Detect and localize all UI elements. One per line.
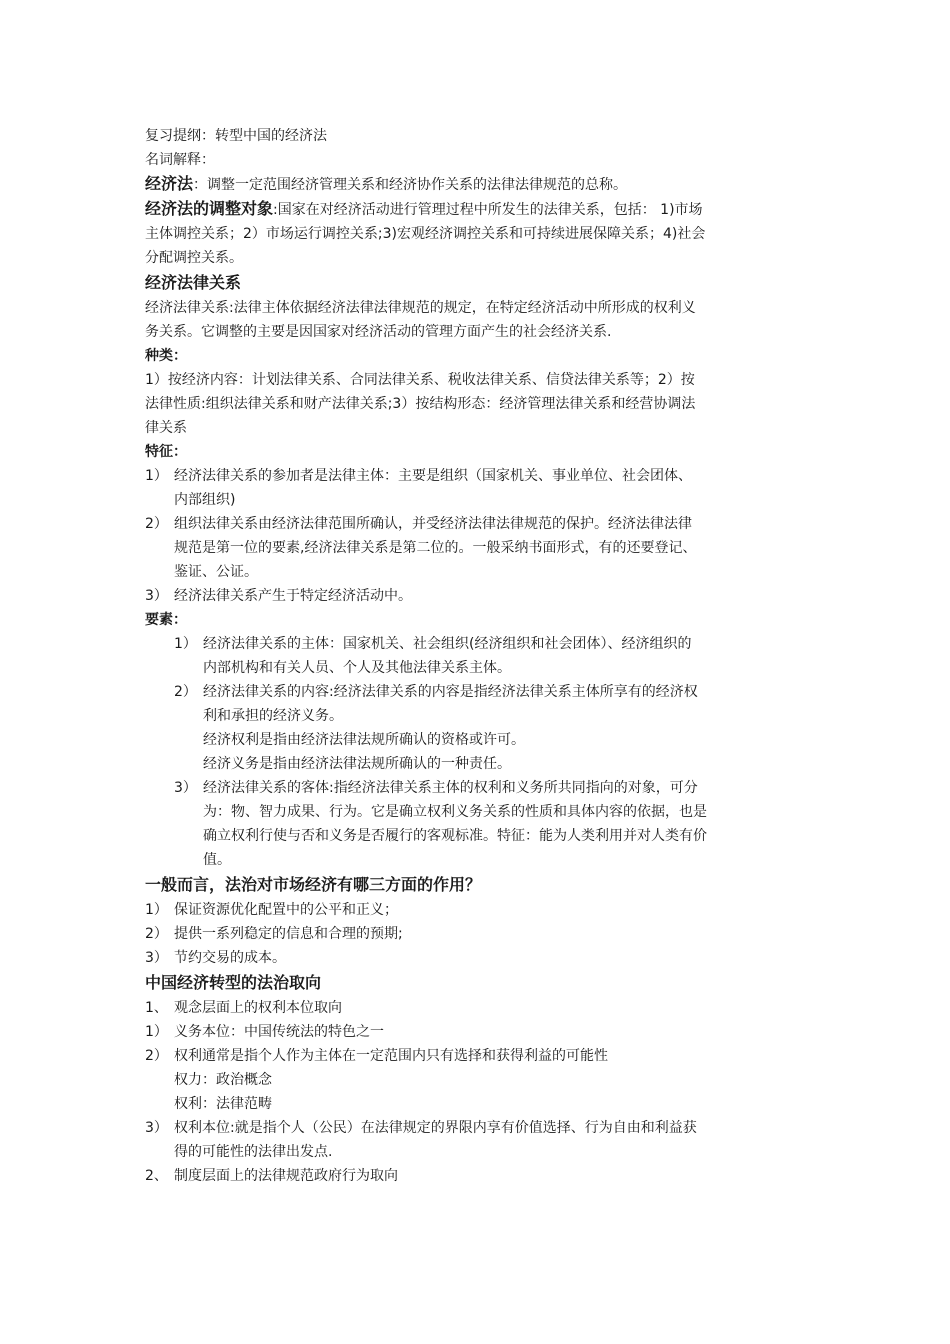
term-text: 分配调控关系。 (145, 250, 243, 266)
list-item (145, 584, 810, 608)
term-text: :国家在对经济活动进行管理过程中所发生的法律关系，包括： 1)市场 (273, 202, 703, 218)
list-text: 为：物、智力成果、行为。它是确立权利义务关系的性质和具体内容的依据，也是 (203, 804, 707, 820)
paragraph: 法律性质:组织法律关系和财产法律关系;3）按结构形态：经济管理法律关系和经营协调法 (145, 396, 696, 412)
list-number: 1） (145, 902, 168, 918)
document-title: 复习提纲：转型中国的经济法 (145, 128, 327, 144)
list-text: 制度层面上的法律规范政府行为取向 (174, 1168, 398, 1184)
section-heading: 中国经济转型的法治取向 (145, 973, 322, 992)
list-number: 3） (174, 780, 197, 796)
terms-heading: 名词解释： (145, 152, 215, 168)
list-number: 2） (145, 926, 168, 942)
list-text: 权利本位:就是指个人（公民）在法律规定的界限内享有价值选择、行为自由和利益获 (174, 1120, 697, 1136)
list-item (145, 632, 810, 680)
list-item (145, 464, 810, 512)
term-label: 经济法 (145, 174, 194, 193)
list-text: 经济权利是指由经济法律法规所确认的资格或许可。 (203, 732, 525, 748)
types-label: 种类： (145, 348, 187, 364)
term-text: ：调整一定范围经济管理关系和经济协作关系的法律法律规范的总称。 (193, 177, 628, 193)
list-text: 内部机构和有关人员、个人及其他法律关系主体。 (203, 660, 511, 676)
list-item (145, 512, 810, 584)
list-text: 义务本位：中国传统法的特色之一 (174, 1024, 384, 1040)
paragraph: 律关系 (145, 420, 187, 436)
list-item (145, 1044, 810, 1116)
list-text: 权利通常是指个人作为主体在一定范围内只有选择和获得利益的可能性 (174, 1048, 608, 1064)
list-item (145, 922, 810, 946)
list-text: 鉴证、公证。 (174, 564, 258, 580)
list-number: 3） (145, 1120, 168, 1136)
section-heading: 一般而言，法治对市场经济有哪三方面的作用？ (145, 875, 482, 894)
section-heading: 经济法律关系 (145, 273, 242, 292)
list-text: 提供一系列稳定的信息和合理的预期; (174, 926, 403, 942)
list-number: 2） (145, 516, 168, 532)
paragraph: 1）按经济内容：计划法律关系、合同法律关系、税收法律关系、信贷法律关系等；2）按 (145, 372, 695, 388)
list-text: 权利：法律范畴 (174, 1096, 272, 1112)
list-number: 2） (145, 1048, 168, 1064)
list-number: 3） (145, 588, 168, 604)
list-text: 得的可能性的法律出发点. (174, 1144, 333, 1160)
list-text: 确立权利行使与否和义务是否履行的客观标准。特征：能为人类利用并对人类有价 (203, 828, 707, 844)
list-number: 2、 (145, 1168, 168, 1184)
paragraph: 务关系。它调整的主要是因国家对经济活动的管理方面产生的社会经济关系. (145, 324, 612, 340)
list-number: 1） (145, 1024, 168, 1040)
list-number: 1） (174, 636, 197, 652)
list-item (145, 680, 810, 776)
document-page (145, 124, 810, 1188)
list-number: 3） (145, 950, 168, 966)
list-text: 经济法律关系的主体：国家机关、社会组织(经济组织和社会团体）、经济组织的 (203, 636, 692, 652)
list-item (145, 1164, 810, 1188)
list-text: 经济法律关系的内容:经济法律关系的内容是指经济法律关系主体所享有的经济权 (203, 684, 698, 700)
list-item (145, 946, 810, 970)
list-item (145, 1020, 810, 1044)
list-text: 内部组织) (174, 492, 236, 508)
list-text: 观念层面上的权利本位取向 (174, 1000, 342, 1016)
list-number: 1） (145, 468, 168, 484)
paragraph: 经济法律关系:法律主体依据经济法律法律规范的规定，在特定经济活动中所形成的权利义 (145, 300, 696, 316)
list-item (145, 996, 810, 1020)
list-text: 经济义务是指由经济法律法规所确认的一种责任。 (203, 756, 511, 772)
list-text: 组织法律关系由经济法律范围所确认，并受经济法律法律规范的保护。经济法律法律 (174, 516, 692, 532)
term-text: 主体调控关系；2）市场运行调控关系;3)宏观经济调控关系和可持续进展保障关系；4)社会 (145, 226, 706, 242)
features-label: 特征： (145, 444, 187, 460)
list-text: 节约交易的成本。 (174, 950, 286, 966)
list-number: 1、 (145, 1000, 168, 1016)
list-text: 利和承担的经济义务。 (203, 708, 343, 724)
definition-economic-law (145, 172, 810, 197)
list-number: 2） (174, 684, 197, 700)
list-text: 值。 (203, 852, 231, 868)
definition-adjustment-object (145, 197, 810, 270)
list-text: 经济法律关系的参加者是法律主体：主要是组织（国家机关、事业单位、社会团体、 (174, 468, 692, 484)
list-item (145, 1116, 810, 1164)
term-label: 经济法的调整对象 (145, 199, 274, 218)
list-text: 保证资源优化配置中的公平和正义； (174, 902, 398, 918)
list-text: 经济法律关系产生于特定经济活动中。 (174, 588, 412, 604)
list-text: 权力：政治概念 (174, 1072, 272, 1088)
list-text: 经济法律关系的客体:指经济法律关系主体的权利和义务所共同指向的对象，可分 (203, 780, 698, 796)
list-item (145, 776, 810, 872)
list-text: 规范是第一位的要素,经济法律关系是第二位的。一般采纳书面形式，有的还要登记、 (174, 540, 697, 556)
list-item (145, 898, 810, 922)
elements-label: 要素： (145, 612, 187, 628)
